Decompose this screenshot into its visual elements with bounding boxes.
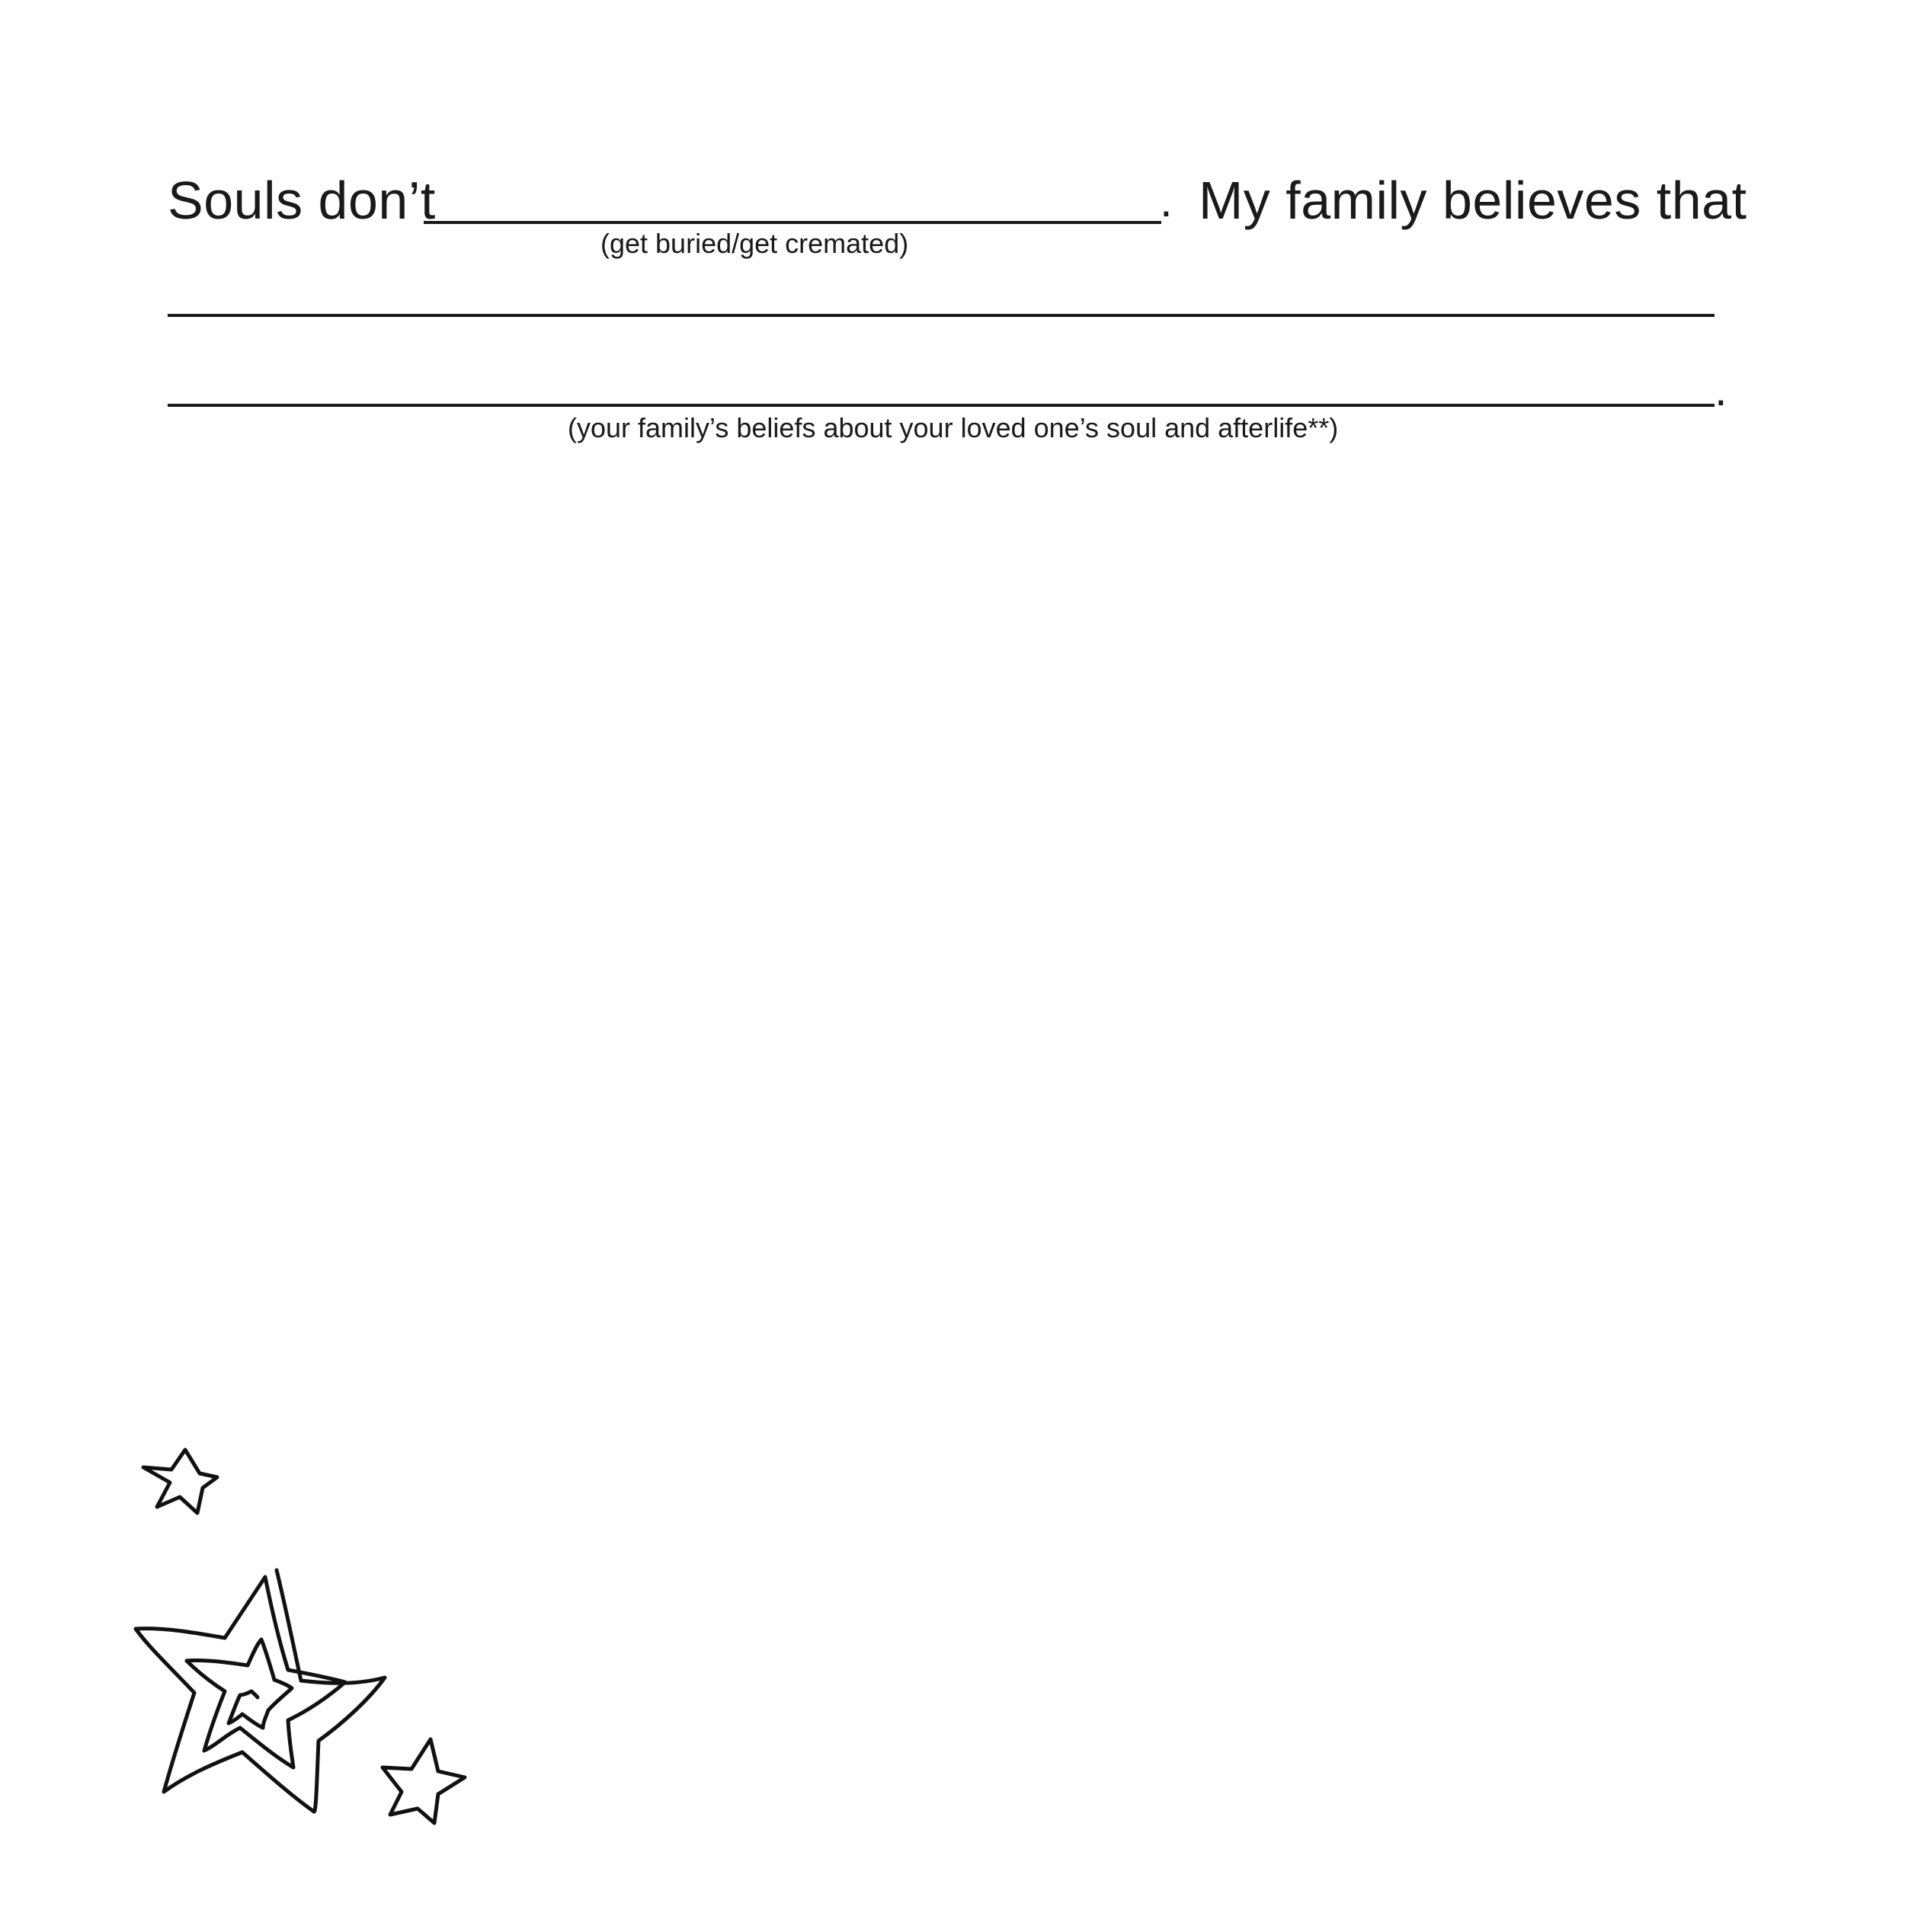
small-star-icon [143,1450,217,1513]
prompt-middle-text: My family believes that [1199,171,1747,230]
blank-1-period: . [1160,175,1173,226]
beliefs-hint: (your family’s beliefs about your loved one’s soul and afterlife**) [568,412,1339,443]
spiral-star-icon [136,1570,385,1812]
prompt-start-text: Souls don’t [168,171,436,230]
medium-star-icon [383,1739,465,1823]
burial-hint: (get buried/get cremated) [600,228,909,259]
final-period: . [1714,364,1727,415]
